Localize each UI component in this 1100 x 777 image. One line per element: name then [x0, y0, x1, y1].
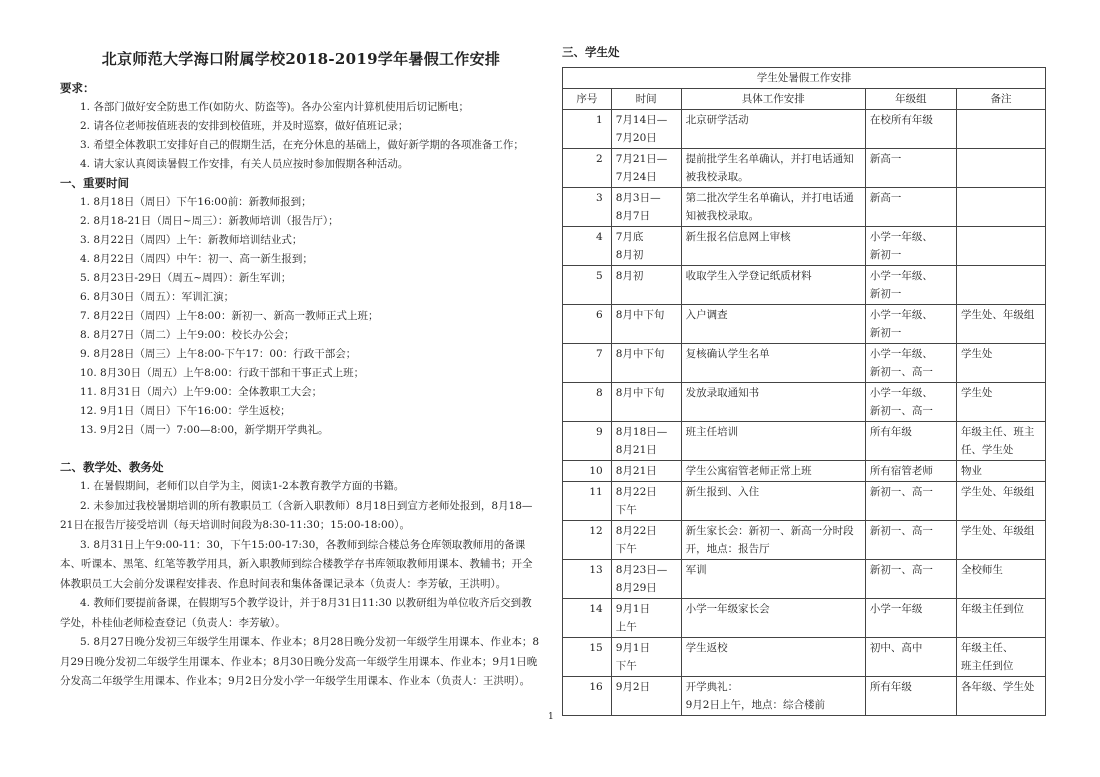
cell-number: 15: [563, 638, 612, 677]
date-item: 4. 8月22日（周四）中午：初一、高一新生报到；: [80, 253, 313, 265]
cell-task: 新生家长会：新初一、新高一分时段 开，地点：报告厅: [681, 521, 865, 560]
cell-grade: 新初一、高一: [865, 560, 956, 599]
teaching-paragraphs: [60, 477, 542, 692]
table-row: [563, 560, 1046, 599]
cell-number: 11: [563, 482, 612, 521]
cell-grade: 新初一、高一: [865, 482, 956, 521]
requirements-list: [60, 98, 542, 174]
student-affairs-table: [562, 67, 1046, 716]
page-number: 1: [548, 712, 554, 722]
cell-task: 新生报名信息网上审核: [681, 227, 865, 266]
cell-grade: 小学一年级、 新初一、高一: [865, 344, 956, 383]
date-item: 10. 8月30日（周五）上午8:00：行政干部和干事正式上班；: [80, 367, 365, 379]
teaching-paragraph: 3. 8月31日上午9:00-11：30，下午15:00-17:30，各教师到综合楼总务仓库领取教师用的备课本、听课本、黑笔、红笔等教学用具，新入职教师到综合楼教学存书库领取教师用课本、教辅书；开全体教职员工大会前分发课程安排表、作息时间表和集体备课记录本（负责人：李芳敏，王洪明）。: [60, 538, 533, 590]
column-header: 备注: [956, 89, 1045, 110]
teaching-paragraph: 1. 在暑假期间，老师们以自学为主，阅读1-2本教育教学方面的书籍。: [80, 480, 405, 492]
cell-number: 12: [563, 521, 612, 560]
left-column: [60, 48, 542, 692]
date-item: 3. 8月22日（周四）上午：新教师培训结业式；: [80, 234, 303, 246]
cell-note: 年级主任到位: [956, 599, 1045, 638]
cell-task: 班主任培训: [681, 422, 865, 461]
date-item: 13. 9月2日（周一）7:00—8:00，新学期开学典礼。: [80, 424, 329, 436]
column-header: 序号: [563, 89, 612, 110]
date-item: 12. 9月1日（周日）下午16:00：学生返校；: [80, 405, 291, 417]
cell-grade: 小学一年级、 新初一、高一: [865, 383, 956, 422]
table-row: [563, 677, 1046, 716]
table-row: [563, 344, 1046, 383]
cell-grade: 新初一、高一: [865, 521, 956, 560]
cell-grade: 小学一年级、 新初一: [865, 227, 956, 266]
cell-time: 9月1日 上午: [611, 599, 681, 638]
cell-task: 军训: [681, 560, 865, 599]
cell-time: 8月初: [611, 266, 681, 305]
cell-note: [956, 149, 1045, 188]
requirement-item: 1. 各部门做好安全防患工作(如防火、防盗等)。各办公室内计算机使用后切记断电；: [80, 101, 470, 113]
cell-note: 学生处: [956, 344, 1045, 383]
cell-time: 7月21日— 7月24日: [611, 149, 681, 188]
cell-task: 复核确认学生名单: [681, 344, 865, 383]
cell-task: 开学典礼： 9月2日上午，地点：综合楼前: [681, 677, 865, 716]
cell-grade: 新高一: [865, 188, 956, 227]
table-row: [563, 110, 1046, 149]
table-header-row: [563, 89, 1046, 110]
cell-note: 学生处: [956, 383, 1045, 422]
cell-note: [956, 188, 1045, 227]
date-item: 9. 8月28日（周三）上午8:00-下午17：00：行政干部会；: [80, 348, 357, 360]
cell-number: 10: [563, 461, 612, 482]
date-item: 1. 8月18日（周日）下午16:00前：新教师报到；: [80, 196, 312, 208]
requirement-item: 4. 请大家认真阅读暑假工作安排，有关人员应按时参加假期各种活动。: [80, 158, 409, 170]
cell-grade: 在校所有年级: [865, 110, 956, 149]
date-item: 2. 8月18-21日（周日~周三）：新教师培训（报告厅）；: [80, 215, 339, 227]
table-row: [563, 227, 1046, 266]
cell-number: 16: [563, 677, 612, 716]
column-header: 具体工作安排: [681, 89, 865, 110]
cell-time: 8月22日 下午: [611, 521, 681, 560]
date-item: 5. 8月23日-29日（周五~周四）：新生军训；: [80, 272, 292, 284]
cell-note: 全校师生: [956, 560, 1045, 599]
table-row: [563, 461, 1046, 482]
date-item: 6. 8月30日（周五）：军训汇演；: [80, 291, 235, 303]
section3-heading: 三、学生处: [562, 45, 620, 59]
cell-time: 7月14日— 7月20日: [611, 110, 681, 149]
requirement-item: 2. 请各位老师按值班表的安排到校值班，并及时巡察，做好值班记录；: [80, 120, 409, 132]
table-caption: 学生处暑假工作安排: [563, 68, 1046, 89]
cell-grade: 所有宿管老师: [865, 461, 956, 482]
teaching-paragraph: 2. 未参加过我校暑期培训的所有教职员工（含新入职教师）8月18日到宣方老师处报到，8月18—21日在报告厅接受培训（每天培训时间段为8:30-11:30；15:00-18:00）。: [60, 499, 533, 531]
table-row: [563, 482, 1046, 521]
cell-number: 5: [563, 266, 612, 305]
table-row: [563, 521, 1046, 560]
cell-time: 8月中下旬: [611, 383, 681, 422]
cell-note: [956, 227, 1045, 266]
right-column: [562, 44, 1046, 716]
cell-time: 8月22日 下午: [611, 482, 681, 521]
cell-time: 8月中下旬: [611, 344, 681, 383]
cell-note: [956, 266, 1045, 305]
table-row: [563, 599, 1046, 638]
table-row: [563, 266, 1046, 305]
table-row: [563, 383, 1046, 422]
cell-time: 9月1日 下午: [611, 638, 681, 677]
cell-task: 小学一年级家长会: [681, 599, 865, 638]
cell-task: 第二批次学生名单确认，并打电话通 知被我校录取。: [681, 188, 865, 227]
date-item: 7. 8月22日（周四）上午8:00：新初一、新高一教师正式上班；: [80, 310, 379, 322]
section2-heading: 二、教学处、教务处: [60, 460, 164, 474]
cell-task: 北京研学活动: [681, 110, 865, 149]
cell-number: 4: [563, 227, 612, 266]
cell-grade: 所有年级: [865, 422, 956, 461]
table-row: [563, 305, 1046, 344]
cell-time: 8月18日— 8月21日: [611, 422, 681, 461]
date-item: 8. 8月27日（周二）上午9:00：校长办公会；: [80, 329, 295, 341]
cell-time: 8月3日— 8月7日: [611, 188, 681, 227]
cell-note: 学生处、年级组: [956, 305, 1045, 344]
cell-task: 学生返校: [681, 638, 865, 677]
table-row: [563, 638, 1046, 677]
column-header: 时间: [611, 89, 681, 110]
cell-task: 提前批学生名单确认，并打电话通知 被我校录取。: [681, 149, 865, 188]
cell-time: 7月底 8月初: [611, 227, 681, 266]
cell-task: 入户调查: [681, 305, 865, 344]
important-dates-list: [60, 193, 542, 440]
cell-number: 9: [563, 422, 612, 461]
cell-task: 发放录取通知书: [681, 383, 865, 422]
cell-grade: 小学一年级、 新初一: [865, 266, 956, 305]
cell-number: 14: [563, 599, 612, 638]
cell-task: 收取学生入学登记纸质材料: [681, 266, 865, 305]
teaching-paragraph: 5. 8月27日晚分发初三年级学生用课本、作业本；8月28日晚分发初一年级学生用课本、作业本；8月29日晚分发初二年级学生用课本、作业本；8月30日晚分发高一年级学生用课本、作业本；9月1日晚分发高二年级学生用课本、作业本；9月2日分发小学一年级学生用课本、作业本（负责人：王洪明）。: [60, 636, 540, 687]
column-header: 年级组: [865, 89, 956, 110]
cell-number: 3: [563, 188, 612, 227]
table-body: [563, 110, 1046, 716]
date-item: 11. 8月31日（周六）上午9:00：全体教职工大会；: [80, 386, 323, 398]
requirement-item: 3. 希望全体教职工安排好自己的假期生活，在充分休息的基础上，做好新学期的各项准备工作；: [80, 139, 524, 151]
document-title: 北京师范大学海口附属学校2018-2019学年暑假工作安排: [101, 50, 501, 68]
cell-note: 学生处、年级组: [956, 521, 1045, 560]
cell-grade: 小学一年级、 新初一: [865, 305, 956, 344]
table-row: [563, 422, 1046, 461]
cell-note: 年级主任、 班主任到位: [956, 638, 1045, 677]
teaching-paragraph: 4. 教师们要提前备课，在假期写5个教学设计，并于8月31日11:30 以教研组为单位收齐后交到教学处，朴桂仙老师检查登记（负责人：李芳敏）。: [60, 597, 532, 629]
cell-number: 6: [563, 305, 612, 344]
cell-grade: 初中、高中: [865, 638, 956, 677]
cell-note: 物业: [956, 461, 1045, 482]
cell-time: 8月21日: [611, 461, 681, 482]
cell-number: 1: [563, 110, 612, 149]
cell-number: 2: [563, 149, 612, 188]
cell-time: 8月23日— 8月29日: [611, 560, 681, 599]
section1-heading: 一、重要时间: [60, 176, 129, 190]
cell-time: 9月2日: [611, 677, 681, 716]
cell-grade: 所有年级: [865, 677, 956, 716]
cell-grade: 新高一: [865, 149, 956, 188]
cell-note: [956, 110, 1045, 149]
requirements-heading: 要求：: [60, 81, 95, 95]
cell-task: 新生报到、入住: [681, 482, 865, 521]
table-row: [563, 188, 1046, 227]
cell-note: 学生处、年级组: [956, 482, 1045, 521]
table-caption-row: [563, 68, 1046, 89]
cell-note: 年级主任、班主 任、学生处: [956, 422, 1045, 461]
cell-number: 13: [563, 560, 612, 599]
cell-task: 学生公寓宿管老师正常上班: [681, 461, 865, 482]
cell-number: 7: [563, 344, 612, 383]
cell-grade: 小学一年级: [865, 599, 956, 638]
cell-note: 各年级、学生处: [956, 677, 1045, 716]
cell-number: 8: [563, 383, 612, 422]
cell-time: 8月中下旬: [611, 305, 681, 344]
table-row: [563, 149, 1046, 188]
